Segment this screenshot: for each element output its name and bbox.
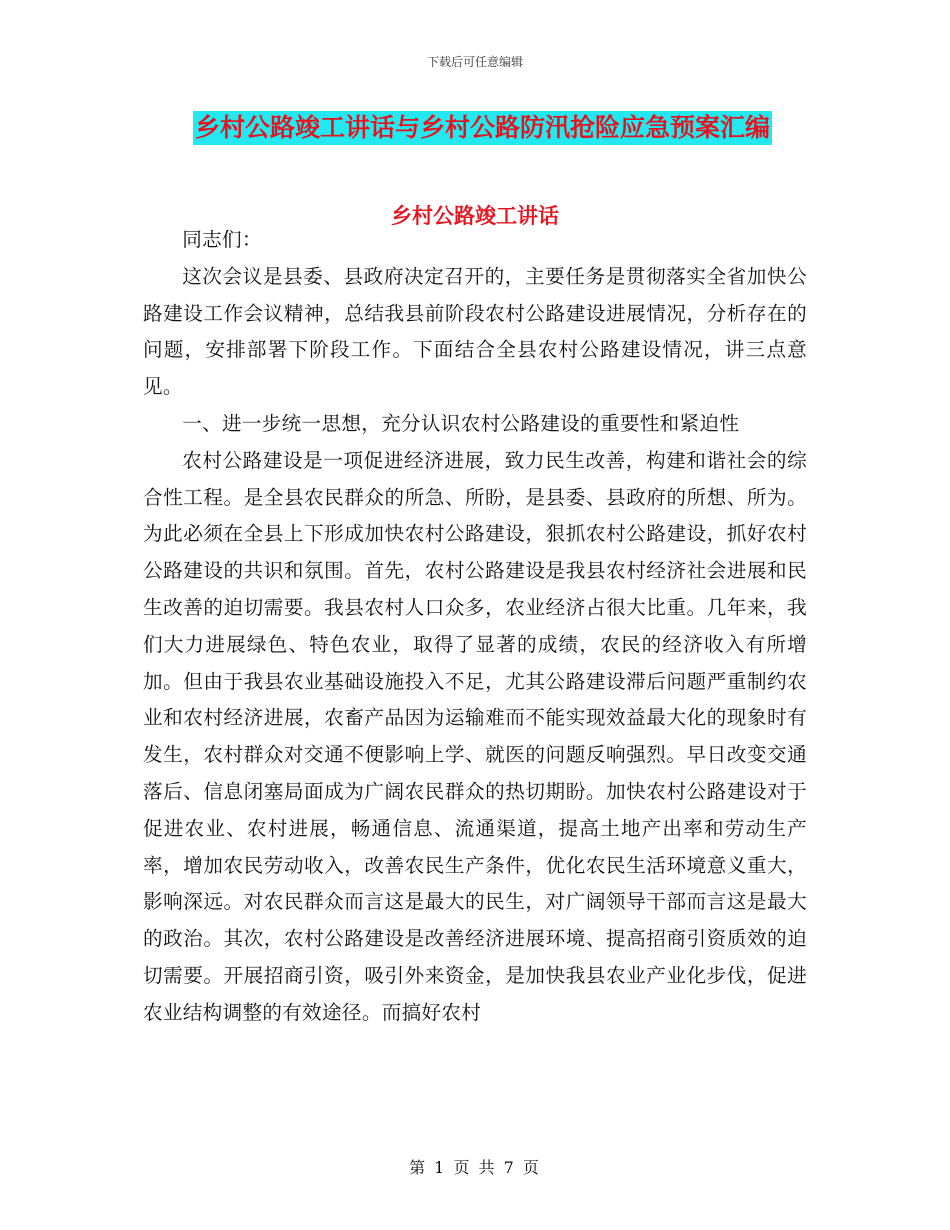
section-title: 乡村公路竣工讲话 — [391, 203, 559, 228]
intro-paragraph: 这次会议是县委、县政府决定召开的，主要任务是贯彻落实全省加快公路建设工作会议精神，总结我县前阶段农村公路建设进展情况，分析存在的问题，安排部署下阶段工作。下面结合全县农村公路建设情况，讲三点意见。 — [143, 264, 807, 399]
page-footer: 第 1 页 共 7 页 — [409, 1158, 541, 1177]
header-note: 下载后可任意编辑 — [426, 55, 523, 69]
document-main-title: 乡村公路竣工讲话与乡村公路防汛抢险应急预案汇编 — [193, 111, 772, 145]
salutation-paragraph: 同志们： — [182, 228, 262, 251]
document-body — [143, 222, 807, 1032]
body-paragraph: 农村公路建设是一项促进经济进展，致力民生改善，构建和谐社会的综合性工程。是全县农民群众的所急、所盼，是县委、县政府的所想、所为。为此必须在全县上下形成加快农村公路建设，狠抓农村公路建设，抓好农村公路建设的共识和氛围。首先，农村公路建设是我县农村经济社会进展和民生改善的迫切需要。我县农村人口众多，农业经济占很大比重。几年来，我们大力进展绿色、特色农业，取得了显著的成绩，农民的经济收入有所增加。但由于我县农业基础设施投入不足，尤其公路建设滞后问题严重制约农业和农村经济进展，农畜产品因为运输难而不能实现效益最大化的现象时有发生，农村群众对交通不便影响上学、就医的问题反响强烈。早日改变交通落后、信息闭塞局面成为广阔农民群众的热切期盼。加快农村公路建设对于促进农业、农村进展，畅通信息、流通渠道，提高土地产出率和劳动生产率，增加农民劳动收入，改善农民生产条件，优化农民生活环境意义重大，影响深远。对农民群众而言这是最大的民生，对广阔领导干部而言这是最大的政治。其次，农村公路建设是改善经济进展环境、提高招商引资质效的迫切需要。开展招商引资，吸引外来资金，是加快我县农业产业化步伐，促进农业结构调整的有效途径。而搞好农村 — [143, 448, 807, 1024]
section-heading-paragraph: 一、进一步统一思想，充分认识农村公路建设的重要性和紧迫性 — [182, 411, 740, 435]
